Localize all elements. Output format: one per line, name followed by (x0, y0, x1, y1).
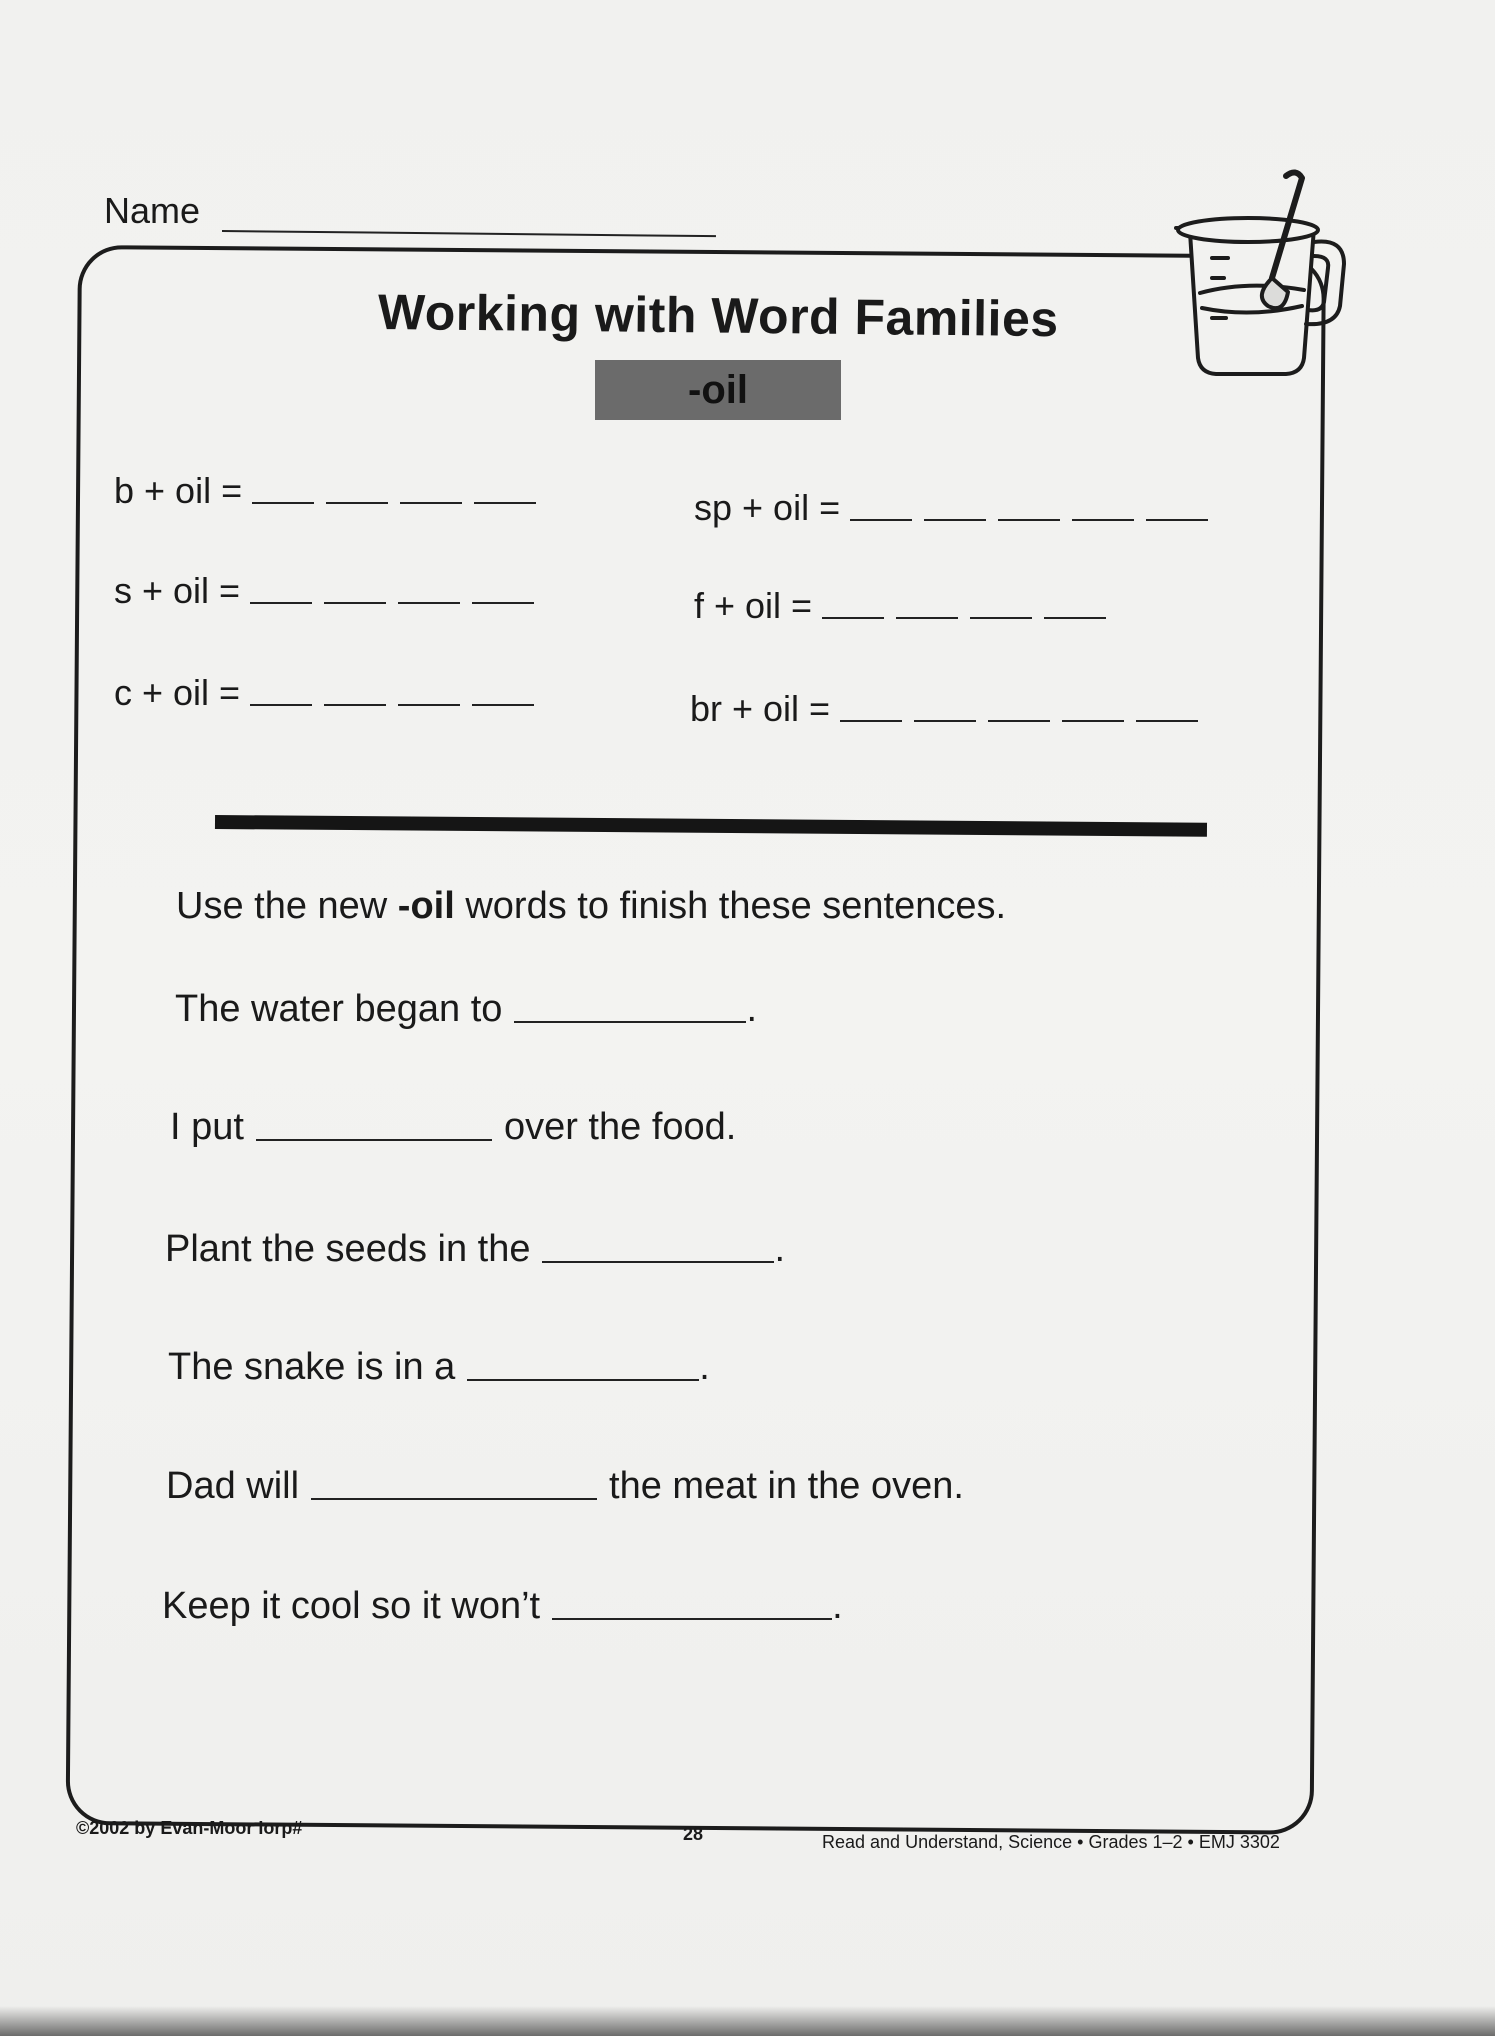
equation-text: sp + oil = (694, 487, 841, 528)
sentence-before: The snake is in a (168, 1346, 456, 1388)
sentence-before: Keep it cool so it won’t (162, 1585, 541, 1627)
letter-blank[interactable] (1072, 519, 1134, 521)
letter-blank[interactable] (400, 502, 462, 504)
equation-text: s + oil = (114, 570, 241, 611)
letter-blanks[interactable] (850, 519, 1208, 521)
answer-blank[interactable] (552, 1618, 832, 1620)
sentence-after: . (699, 1346, 710, 1388)
letter-blank[interactable] (924, 519, 986, 521)
sentence-after: over the food. (503, 1106, 737, 1148)
letter-blank[interactable] (822, 617, 884, 619)
sentence-before: The water began to (175, 988, 503, 1030)
letter-blank[interactable] (472, 602, 534, 604)
answer-blank[interactable] (256, 1139, 492, 1141)
letter-blank[interactable] (896, 617, 958, 619)
sentence-row (165, 1228, 785, 1271)
letter-blank[interactable] (326, 502, 388, 504)
sentence-before: Dad will (166, 1465, 300, 1507)
letter-blanks[interactable] (822, 617, 1106, 619)
sentence-before: Plant the seeds in the (165, 1228, 531, 1270)
equation-text: b + oil = (114, 470, 243, 511)
sentence-after: . (774, 1228, 786, 1270)
answer-blank[interactable] (542, 1261, 774, 1263)
page-edge-shadow (0, 2006, 1495, 2036)
copyright-text: ©2002 by Evan-Moor Iorp# (76, 1818, 303, 1838)
equation-row (114, 470, 536, 512)
letter-blank[interactable] (324, 602, 386, 604)
letter-blanks[interactable] (840, 720, 1198, 722)
letter-blank[interactable] (998, 519, 1060, 521)
letter-blanks[interactable] (250, 602, 534, 604)
word-family-badge (595, 360, 841, 420)
letter-blank[interactable] (850, 519, 912, 521)
letter-blank[interactable] (474, 502, 536, 504)
answer-blank[interactable] (514, 1021, 746, 1023)
worksheet-title: Working with Word Families (377, 284, 1059, 348)
instruction-family: -oil (397, 885, 455, 927)
letter-blank[interactable] (324, 704, 386, 706)
measuring-cup-icon (1168, 168, 1348, 388)
sentence-after: . (746, 988, 757, 1030)
instruction-after: words to finish these sentences. (454, 885, 1007, 927)
equation-row (690, 688, 1198, 730)
letter-blank[interactable] (1136, 720, 1198, 722)
equation-row (694, 585, 1106, 627)
sentence-row (175, 988, 757, 1031)
answer-blank[interactable] (311, 1498, 597, 1500)
page-number: 28 (683, 1824, 704, 1844)
letter-blank[interactable] (1044, 617, 1106, 619)
equation-row (114, 570, 534, 612)
letter-blank[interactable] (398, 602, 460, 604)
letter-blank[interactable] (250, 704, 312, 706)
equation-text: f + oil = (694, 585, 813, 626)
equation-row (694, 487, 1208, 529)
sentence-row (170, 1106, 736, 1149)
instruction-before: Use the new (176, 885, 398, 927)
letter-blank[interactable] (398, 704, 460, 706)
letter-blank[interactable] (970, 617, 1032, 619)
book-credit: Read and Understand, Science • Grades 1–2 • EMJ 3302 (822, 1832, 1280, 1852)
letter-blank[interactable] (472, 704, 534, 706)
name-label: Name (104, 190, 201, 231)
sentence-row (168, 1346, 710, 1389)
answer-blank[interactable] (467, 1379, 699, 1381)
letter-blank[interactable] (250, 602, 312, 604)
equation-text: br + oil = (690, 688, 831, 729)
equation-row (114, 672, 534, 714)
sentence-row (162, 1585, 843, 1628)
sentence-after: the meat in the oven. (609, 1465, 964, 1507)
letter-blank[interactable] (988, 720, 1050, 722)
letter-blank[interactable] (840, 720, 902, 722)
letter-blank[interactable] (914, 720, 976, 722)
word-family-label: -oil (688, 367, 748, 412)
instruction-text (176, 885, 1006, 928)
letter-blank[interactable] (252, 502, 314, 504)
sentence-row (166, 1465, 964, 1508)
letter-blanks[interactable] (252, 502, 536, 504)
letter-blank[interactable] (1146, 519, 1208, 521)
sentence-after: . (832, 1585, 843, 1627)
sentence-before: I put (170, 1106, 244, 1148)
equation-text: c + oil = (114, 672, 241, 713)
letter-blanks[interactable] (250, 704, 534, 706)
letter-blank[interactable] (1062, 720, 1124, 722)
